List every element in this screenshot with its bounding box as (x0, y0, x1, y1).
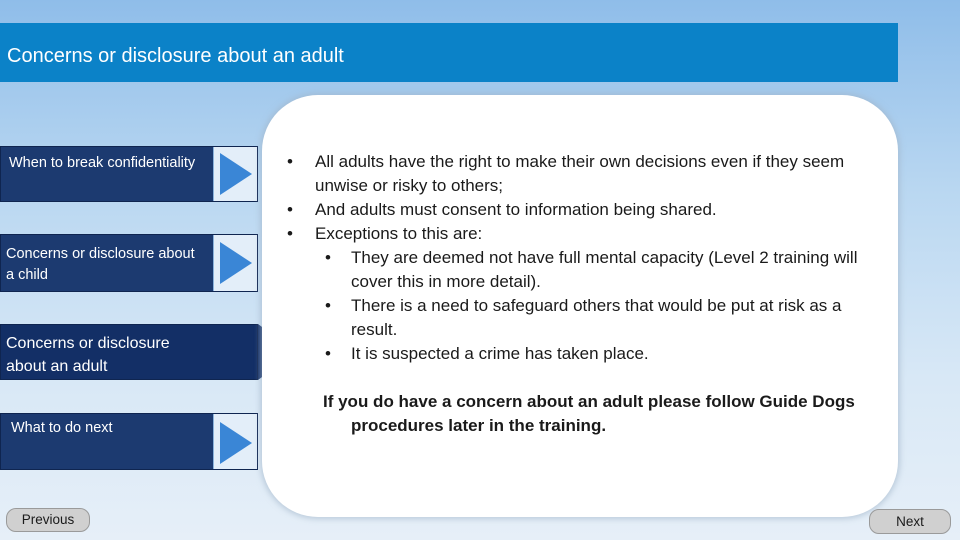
bullet-text: All adults have the right to make their own decisions even if they seem unwise or risky to others; (315, 152, 845, 195)
bullet-text: They are deemed not have full mental capacity (Level 2 training will cover this in more detail). (351, 248, 858, 291)
bullet-dot: • (287, 200, 293, 219)
bullet-dot: • (287, 224, 293, 243)
list-item (287, 294, 887, 342)
nav-item-label: Concerns or disclosure about an adult (6, 335, 170, 375)
nav-arrow-button[interactable] (213, 147, 257, 201)
nav-item-label: Concerns or disclosure about a child (6, 246, 195, 283)
list-item (287, 222, 887, 246)
note-line-1: If you do have a concern about an adult please follow Guide Dogs (323, 392, 855, 411)
list-item (287, 246, 887, 294)
play-arrow-icon (218, 240, 254, 286)
nav-item-what-to-do-next[interactable] (0, 413, 258, 470)
bullet-text: There is a need to safeguard others that would be put at risk as a result. (351, 296, 842, 339)
nav-item-label: What to do next (11, 420, 113, 436)
next-button[interactable]: Next (869, 509, 951, 534)
list-item (287, 342, 887, 366)
bullet-text: It is suspected a crime has taken place. (351, 344, 649, 363)
bullet-text: Exceptions to this are: (315, 224, 483, 243)
nav-item-when-to-break-confidentiality[interactable] (0, 146, 258, 202)
nav-arrow-button[interactable] (213, 414, 257, 469)
play-arrow-icon (218, 420, 254, 466)
note-line-2: procedures later in the training. (351, 416, 607, 435)
nav-item-label: When to break confidentiality (9, 155, 196, 171)
guidance-note (323, 390, 883, 438)
bullet-dot: • (287, 152, 293, 171)
nav-arrow-button[interactable] (213, 235, 257, 291)
list-item (287, 150, 887, 198)
bullet-dot: • (325, 248, 331, 267)
play-arrow-icon (218, 151, 254, 197)
nav-item-concerns-adult[interactable] (0, 324, 258, 380)
page-title: Concerns or disclosure about an adult (7, 45, 344, 67)
bullet-list (287, 150, 887, 366)
bullet-dot: • (325, 344, 331, 363)
bullet-text: And adults must consent to information being shared. (315, 200, 717, 219)
previous-button[interactable]: Previous (6, 508, 90, 532)
nav-item-concerns-child[interactable] (0, 234, 258, 292)
list-item (287, 198, 887, 222)
bullet-dot: • (325, 296, 331, 315)
